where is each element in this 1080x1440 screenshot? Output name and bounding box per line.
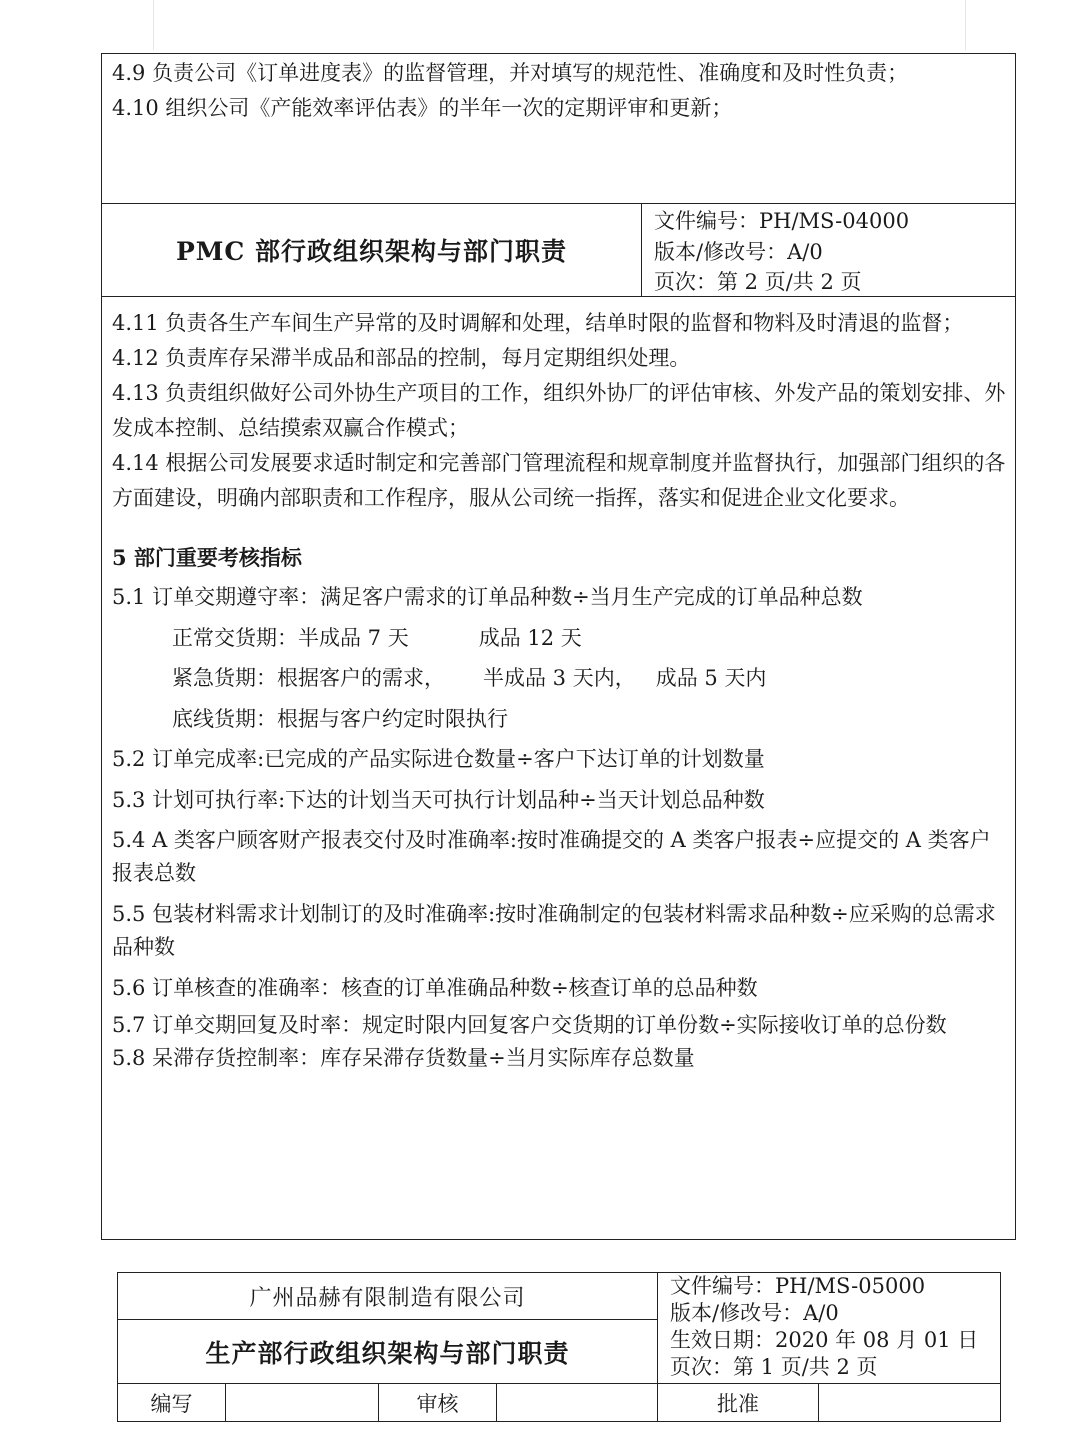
kpi-5-3: 5.3 计划可执行率:下达的计划当天可执行计划品种÷当天计划总品种数 [112, 787, 765, 812]
kpi-5-6: 5.6 订单核查的准确率：核查的订单准确品种数÷核查订单的总品种数 [112, 976, 758, 1000]
top-section [102, 54, 1015, 204]
page-guide-line [153, 0, 154, 50]
doc-page-number: 页次：第 2 页/共 2 页 [654, 270, 862, 294]
doc-number: 文件编号：PH/MS-04000 [654, 209, 910, 233]
section-5-heading: 5 部门重要考核指标 [112, 545, 302, 570]
document-meta [654, 206, 909, 298]
next-page-header-form [117, 1272, 1001, 1422]
form-doc-number: 文件编号：PH/MS-05000 [670, 1274, 926, 1298]
kpi-5-4: 5.4 A 类客户顾客财产报表交付及时准确率:按时准确提交的 A 类客户报表÷应提交的 A 类客户报表总数 [112, 828, 991, 885]
normal-delivery [112, 618, 1007, 659]
normal-delivery-semi: 正常交货期：半成品 7 天 [172, 625, 409, 650]
kpi-5-5: 5.5 包装材料需求计划制订的及时准确率:按时准确制定的包装材料需求品种数÷应采购的总需求品种数 [112, 902, 996, 959]
form-page-number: 页次：第 1 页/共 2 页 [670, 1355, 878, 1379]
approver-label: 批准 [658, 1384, 819, 1421]
kpi-5-2: 5.2 订单完成率:已完成的产品实际进仓数量÷客户下达订单的计划数量 [112, 747, 765, 771]
document-title: PMC 部行政组织架构与部门职责 [102, 204, 642, 296]
item-4-10: 4.10 组织公司《产能效率评估表》的半年一次的定期评审和更新； [112, 96, 733, 120]
item-4-13: 4.13 负责组织做好公司外协生产项目的工作，组织外协厂的评估审核、外发产品的策划安排、外发成本控制、总结摸索双赢合作模式； [112, 381, 1006, 440]
item-4-12: 4.12 负责库存呆滞半成品和部品的控制，每月定期组织处理。 [112, 346, 691, 370]
form-meta [670, 1273, 978, 1381]
item-4-11: 4.11 负责各生产车间生产异常的及时调解和处理，结单时限的监督和物料及时清退的监督； [112, 311, 964, 335]
approver-signature-cell [819, 1384, 1002, 1421]
item-4-14: 4.14 根据公司发展要求适时制定和完善部门管理流程和规章制度并监督执行，加强部门组织的各方面建设，明确内部职责和工作程序，服从公司统一指挥，落实和促进企业文化要求。 [112, 451, 1006, 510]
urgent-delivery-semi: 半成品 3 天内， [483, 666, 636, 690]
form-effective-date: 生效日期：2020 年 08 月 01 日 [670, 1328, 979, 1352]
normal-delivery-finished: 成品 12 天 [478, 625, 582, 650]
document-page [101, 53, 1016, 1240]
signature-row [118, 1383, 1000, 1421]
reviewer-label: 审核 [379, 1384, 497, 1421]
doc-version: 版本/修改号：A/0 [654, 239, 823, 264]
form-version: 版本/修改号：A/0 [670, 1301, 839, 1325]
urgent-delivery [112, 658, 1007, 699]
kpi-5-1: 5.1 订单交期遵守率：满足客户需求的订单品种数÷当月生产完成的订单品种总数 [112, 585, 863, 609]
urgent-delivery-finished: 成品 5 天内 [655, 666, 767, 690]
reviewer-signature-cell [497, 1384, 658, 1421]
document-body [112, 306, 1007, 1075]
kpi-5-7: 5.7 订单交期回复及时率：规定时限内回复客户交货期的订单份数÷实际接收订单的总份数 [112, 1012, 947, 1037]
item-4-9: 4.9 负责公司《订单进度表》的监督管理，并对填写的规范性、准确度和及时性负责； [112, 61, 909, 85]
company-name: 广州品赫有限制造有限公司 [118, 1273, 657, 1320]
page-guide-line [965, 0, 966, 50]
bottom-line-delivery: 底线货期：根据与客户约定时限执行 [172, 706, 508, 731]
form-title: 生产部行政组织架构与部门职责 [205, 1338, 570, 1368]
form-left [118, 1273, 658, 1383]
urgent-delivery-desc: 紧急货期：根据客户的需求， [172, 666, 445, 690]
author-label: 编写 [118, 1384, 226, 1421]
author-signature-cell [226, 1384, 379, 1421]
kpi-5-8: 5.8 呆滞存货控制率：库存呆滞存货数量÷当月实际库存总数量 [112, 1045, 695, 1070]
document-header [102, 204, 1015, 297]
